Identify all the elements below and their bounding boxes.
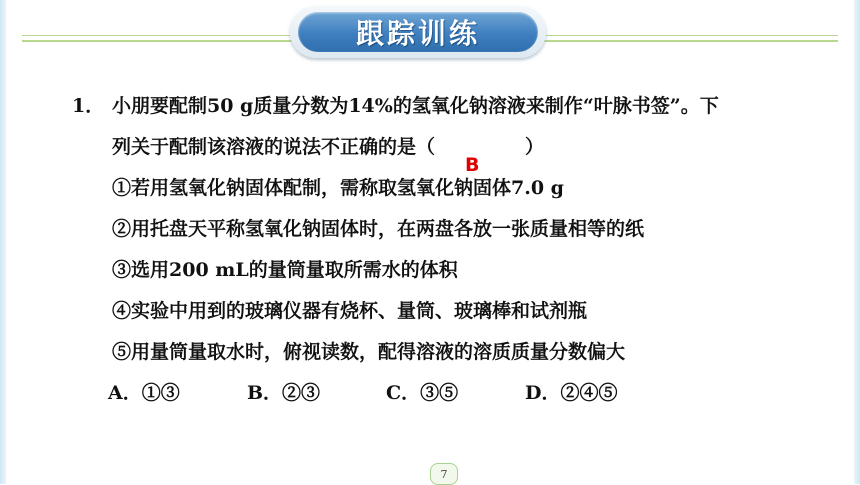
options-row [72,373,802,414]
option-d: D．②④⑤ [525,382,618,404]
statement-1: ①若用氢氧化钠固体配制，需称取氢氧化钠固体7.0 g [112,177,564,199]
question-block [72,86,802,414]
statement-3: ③选用200 mL的量筒量取所需水的体积 [112,259,458,281]
option-b: B．②③ [247,382,321,404]
question-stem-close-paren: ） [525,136,545,158]
right-frame-border [854,0,860,484]
statement-5: ⑤用量筒量取水时，俯视读数，配得溶液的溶质质量分数偏大 [112,341,626,363]
title-banner [298,12,538,52]
question-stem-line-2 [72,127,802,176]
question-number: 1． [72,95,105,117]
option-c: C．③⑤ [386,382,459,404]
statement-4: ④实验中用到的玻璃仪器有烧杯、量筒、玻璃棒和试剂瓶 [112,300,588,322]
question-stem-text-1: 小朋要配制50 g质量分数为14%的氢氧化钠溶液来制作“叶脉书签”。下 [112,95,719,117]
question-stem-line-1 [72,86,802,127]
left-frame-border [0,0,6,484]
page-number-badge [430,463,458,485]
page-number: 7 [440,467,448,481]
page-title: 跟踪训练 [355,17,480,50]
statement-2: ②用托盘天平称氢氧化钠固体时，在两盘各放一张质量相等的纸 [112,218,645,240]
answer-letter: B [465,154,480,176]
question-stem-text-2: 列关于配制该溶液的说法不正确的是（ [112,136,436,158]
option-a: A．①③ [108,382,180,404]
